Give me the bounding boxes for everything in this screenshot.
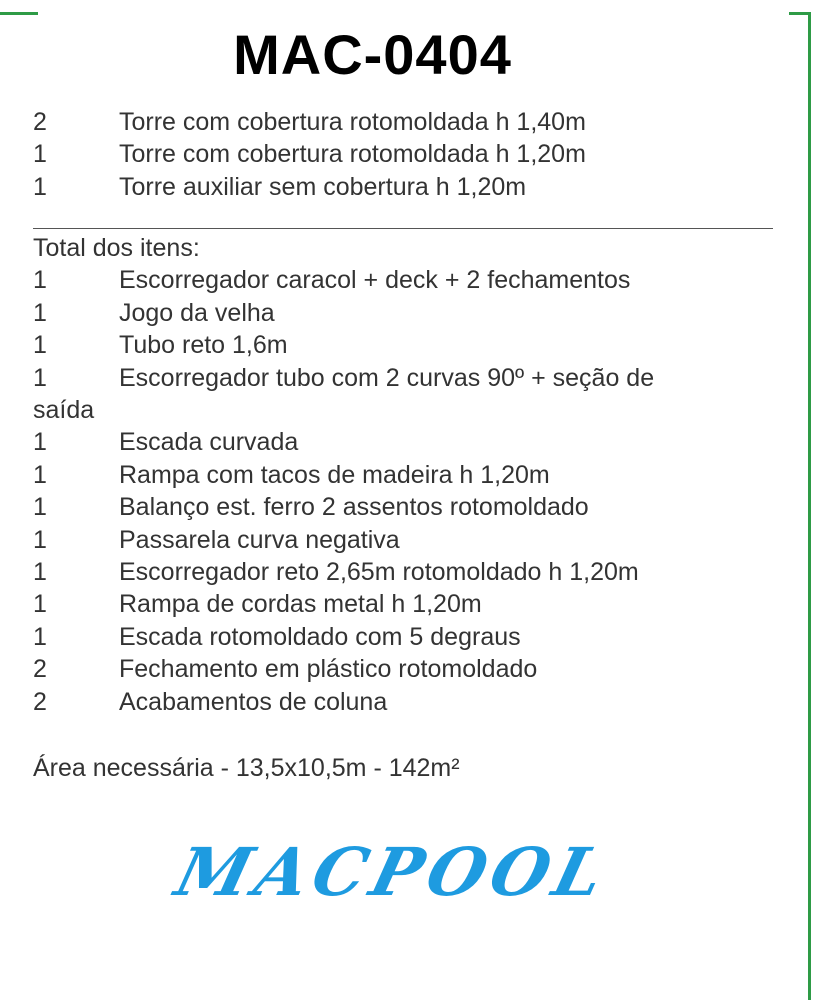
item-quantity: 1 <box>33 140 47 169</box>
list-item <box>33 653 773 685</box>
item-description: Passarela curva negativa <box>119 525 400 554</box>
item-description: Acabamentos de coluna <box>119 687 388 716</box>
frame-corner-top-left <box>0 12 38 15</box>
list-item <box>33 362 773 427</box>
list-item <box>33 329 773 361</box>
item-description: Rampa de cordas metal h 1,20m <box>119 590 482 619</box>
item-quantity: 1 <box>33 172 47 201</box>
list-item <box>33 556 773 588</box>
item-quantity: 1 <box>33 331 47 360</box>
list-item <box>33 524 773 556</box>
item-description: Balanço est. ferro 2 assentos rotomoldado <box>119 493 589 522</box>
list-item <box>33 426 773 458</box>
item-quantity: 1 <box>33 493 47 522</box>
list-item <box>33 297 773 329</box>
item-description: Fechamento em plástico rotomoldado <box>119 655 538 684</box>
item-description: Jogo da velha <box>119 298 275 327</box>
list-item <box>33 106 773 138</box>
item-quantity: 1 <box>33 363 47 392</box>
list-item <box>33 621 773 653</box>
page-title: MAC-0404 <box>233 23 512 86</box>
item-quantity: 1 <box>33 558 47 587</box>
item-description: Torre com cobertura rotomoldada h 1,40m <box>119 108 586 136</box>
tower-list <box>33 106 773 203</box>
item-quantity: 1 <box>33 590 47 619</box>
list-item <box>33 491 773 523</box>
item-description: Escada rotomoldado com 5 degraus <box>119 622 521 651</box>
items-total-label: Total dos itens: <box>33 234 200 262</box>
frame-border-right <box>808 12 811 1000</box>
list-item <box>33 171 773 203</box>
list-item <box>33 459 773 491</box>
item-description-continuation: saída <box>33 396 95 425</box>
item-quantity: 2 <box>33 655 47 684</box>
item-quantity: 1 <box>33 622 47 651</box>
required-area-text: Área necessária - 13,5x10,5m - 142m² <box>33 754 460 782</box>
items-list <box>33 232 773 718</box>
item-quantity: 1 <box>33 460 47 489</box>
list-item <box>33 264 773 296</box>
brand-logo: MACPOOL <box>168 833 618 911</box>
item-quantity: 1 <box>33 428 47 457</box>
list-item <box>33 686 773 718</box>
item-description: Rampa com tacos de madeira h 1,20m <box>119 460 550 489</box>
item-description: Escorregador reto 2,65m rotomoldado h 1,20m <box>119 558 639 587</box>
item-quantity: 2 <box>33 687 47 716</box>
item-quantity: 1 <box>33 525 47 554</box>
item-quantity: 2 <box>33 108 47 136</box>
list-item <box>33 588 773 620</box>
item-description: Torre auxiliar sem cobertura h 1,20m <box>119 172 527 201</box>
item-description: Escorregador caracol + deck + 2 fechamentos <box>119 266 631 295</box>
item-quantity: 1 <box>33 298 47 327</box>
item-description: Escorregador tubo com 2 curvas 90º + seção de <box>119 363 655 392</box>
item-quantity: 1 <box>33 266 47 295</box>
item-description: Torre com cobertura rotomoldada h 1,20m <box>119 140 586 169</box>
section-divider <box>33 228 773 229</box>
item-description: Tubo reto 1,6m <box>119 331 288 360</box>
item-description: Escada curvada <box>119 428 299 457</box>
list-item <box>33 138 773 170</box>
